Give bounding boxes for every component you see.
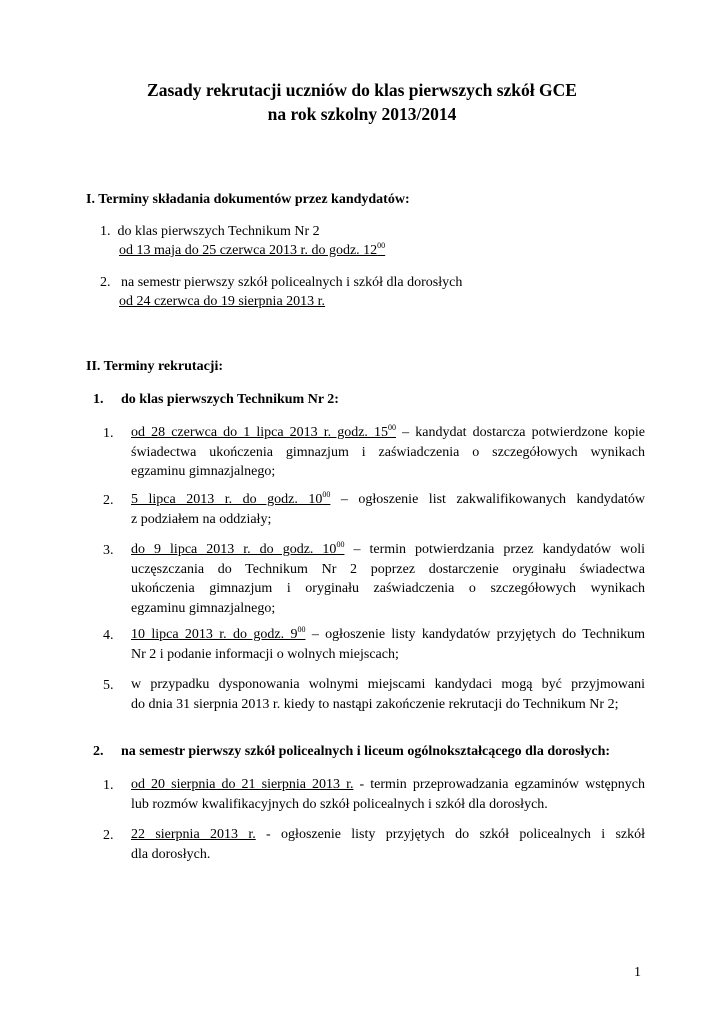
date-text: od 20 sierpnia do 21 sierpnia 2013 r. [131, 777, 354, 792]
item-text: na semestr pierwszy szkół policealnych i szkół dla dorosłych [121, 275, 463, 290]
list-item: od 20 sierpnia do 21 sierpnia 2013 r. - termin przeprowadzania egzaminów wstępnych lub rozmów kwalifikacyjnych do szkół policealnych i szkół dla dorosłych. [131, 777, 645, 812]
subsection-2-number: 2. [93, 744, 104, 759]
list-item-number: 3. [103, 543, 114, 558]
item-number: 1. [100, 224, 111, 239]
item-number: 2. [100, 275, 111, 290]
list-item-number: 1. [103, 778, 114, 793]
date-text: do 9 lipca 2013 r. do godz. $10^{00}$ [131, 540, 345, 557]
subsection-2-heading: na semestr pierwszy szkół policealnych i liceum ogólnokształcącego dla dorosłych: [121, 744, 611, 759]
list-item: 5 lipca 2013 r. do godz. $10^{00}$ – ogłoszenie list zakwalifikowanych kandydatów z podziałem na oddziały; [131, 490, 645, 527]
subsection-1-number: 1. [93, 392, 104, 407]
list-item-number: 1. [103, 426, 114, 441]
section-1-item-1-date: od 13 maja do 25 czerwca 2013 r. do godz. $12^{00}$ [119, 241, 386, 258]
document-subtitle: na rok szkolny 2013/2014 [267, 104, 457, 124]
subsection-1-heading: do klas pierwszych Technikum Nr 2: [121, 392, 339, 407]
section-1-item-2 [100, 273, 462, 292]
list-item-number: 2. [103, 493, 114, 508]
list-item: 10 lipca 2013 r. do godz. $9^{00}$ – ogłoszenie listy kandydatów przyjętych do Technikum Nr 2 i podanie informacji o wolnych miejscach; [131, 625, 646, 662]
section-1-item-2-date: od 24 czerwca do 19 sierpnia 2013 r. [119, 294, 326, 309]
date-text: 5 lipca 2013 r. do godz. $10^{00}$ [131, 490, 331, 507]
list-item: w przypadku dysponowania wolnymi miejscami kandydaci mogą być przyjmowani do dnia 31 sierpnia 2013 r. kiedy to nastąpi zakończenie rekrutacji do Technikum Nr 2; [131, 677, 645, 712]
list-item-number: 4. [103, 628, 114, 643]
date-text: 22 sierpnia 2013 r. [131, 827, 256, 842]
date-text: od 28 czerwca do 1 lipca 2013 r. godz. $15^{00}$ [131, 423, 397, 440]
list-item: od 28 czerwca do 1 lipca 2013 r. godz. $15^{00}$ – kandydat dostarcza potwierdzone kopie świadectwa ukończenia gimnazjum i zaświadczenia o szczegółowych wynikach egzaminu gimnazjalnego; [131, 423, 645, 479]
list-item-number: 2. [103, 828, 114, 843]
date-text: 10 lipca 2013 r. do godz. $9^{00}$ [131, 625, 306, 642]
list-item: 22 sierpnia 2013 r. - ogłoszenie listy przyjętych do szkół policealnych i szkół dla dorosłych. [131, 827, 645, 862]
section-1-item-1 [100, 222, 320, 241]
section-1-heading: I. Terminy składania dokumentów przez kandydatów: [86, 192, 410, 207]
list-item-number: 5. [103, 678, 114, 693]
item-text: do klas pierwszych Technikum Nr 2 [117, 224, 320, 239]
list-item: do 9 lipca 2013 r. do godz. $10^{00}$ – termin potwierdzania przez kandydatów woli uczęszczania do Technikum Nr 2 poprzez dostarczenie oryginału świadectwa ukończenia gimnazjum i oryginału zaświadczenia o szczegółowych wynikach egzaminu gimnazjalnego; [131, 540, 646, 616]
page-number: 1 [634, 965, 641, 980]
document-title: Zasady rekrutacji uczniów do klas pierwszych szkół GCE [147, 80, 577, 100]
section-2-heading: II. Terminy rekrutacji: [86, 359, 224, 374]
